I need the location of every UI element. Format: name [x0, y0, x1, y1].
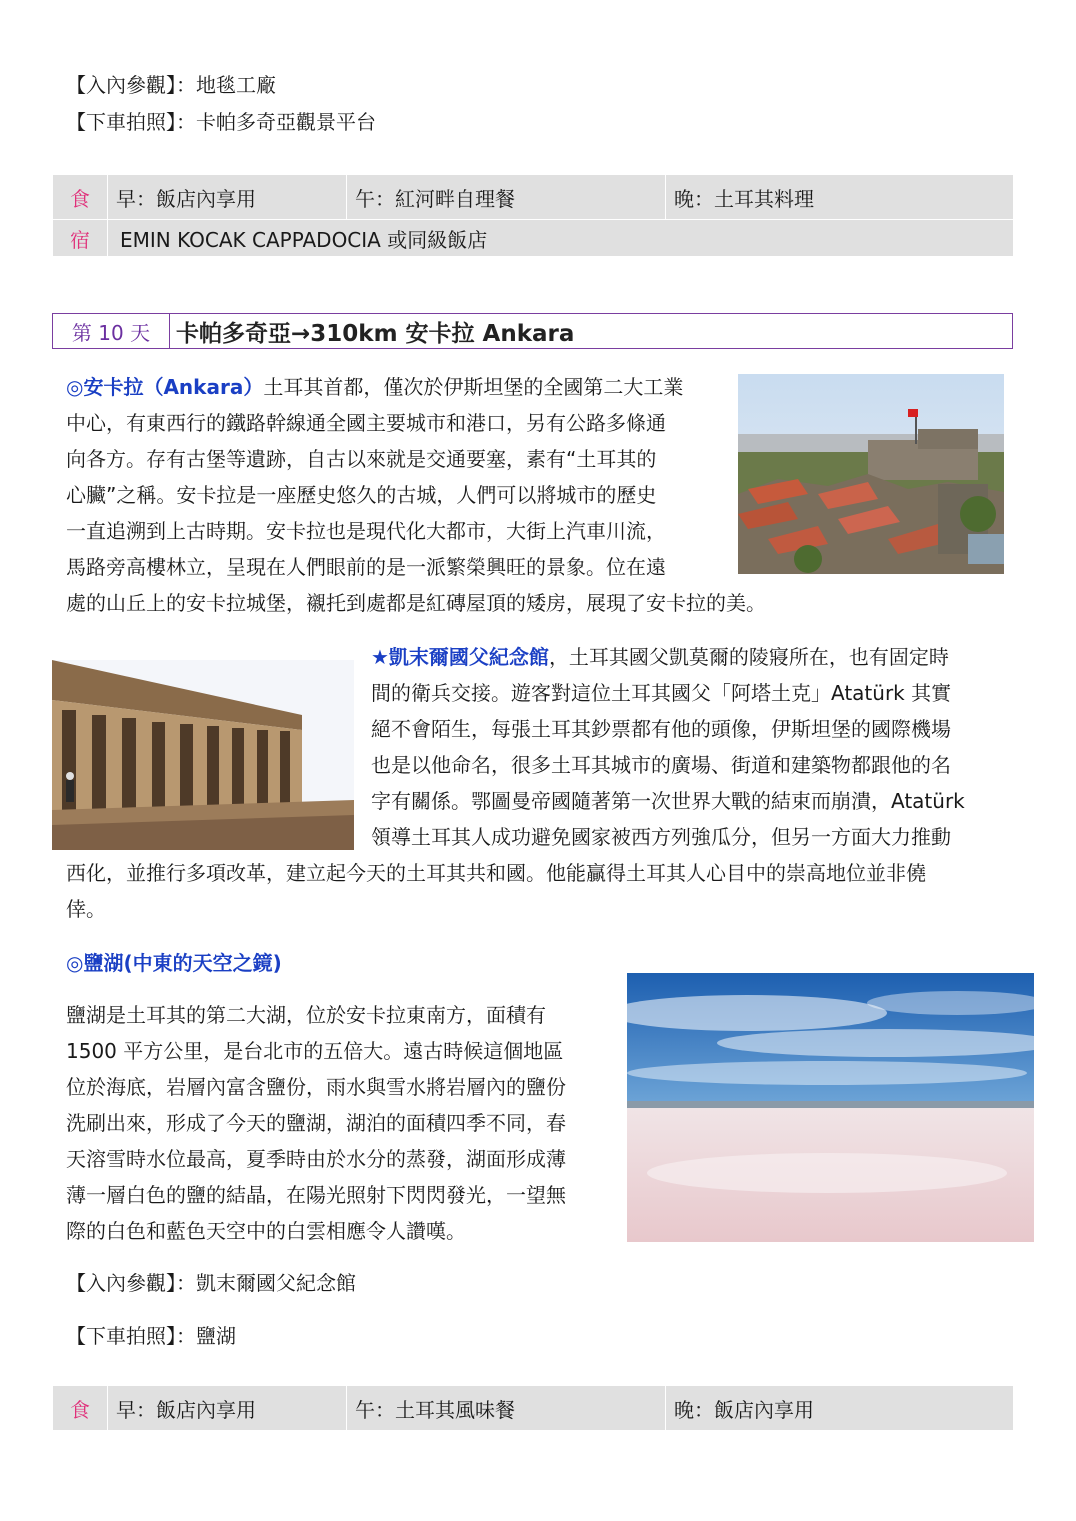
- saltlake-line-6: 際的白色和藍色天空中的白雲相應令人讚嘆。: [66, 1219, 466, 1243]
- meal-row: [53, 1386, 1014, 1431]
- mausoleum-section-cont: [66, 855, 926, 927]
- dinner-cell: 晚：飯店內享用: [666, 1386, 1014, 1431]
- ankara-title: ◎安卡拉（Ankara）: [66, 375, 264, 399]
- breakfast-cell: 早：飯店內享用: [108, 175, 347, 220]
- visit-info: 【入內參觀】：地毯工廠: [66, 73, 276, 97]
- photo-info-day10: 【下車拍照】：鹽湖: [66, 1324, 236, 1348]
- saltlake-line-0: 鹽湖是土耳其的第二大湖，位於安卡拉東南方，面積有: [66, 1003, 546, 1027]
- saltlake-title: ◎鹽湖(中東的天空之鏡): [66, 951, 282, 975]
- saltlake-line-3: 洗刷出來，形成了今天的鹽湖，湖泊的面積四季不同，春: [66, 1111, 566, 1135]
- mausoleum-title: ★凱末爾國父紀念館: [371, 645, 549, 669]
- day-route: 卡帕多奇亞→310km 安卡拉 Ankara: [176, 320, 575, 347]
- mausoleum-section: [371, 639, 965, 855]
- food-label: 食: [53, 1386, 108, 1431]
- mausoleum-photo: [52, 660, 354, 850]
- hotel-cell: EMIN KOCAK CAPPADOCIA 或同級飯店: [108, 220, 1014, 257]
- saltlake-line-4: 天溶雪時水位最高，夏季時由於水分的蒸發，湖面形成薄: [66, 1147, 566, 1171]
- dinner-cell: 晚：土耳其料理: [666, 175, 1014, 220]
- meal-row: [53, 175, 1014, 220]
- ankara-section: [66, 369, 766, 621]
- mausoleum-line-1: 間的衛兵交接。遊客對這位土耳其國父「阿塔土克」Atatürk 其實: [371, 681, 952, 705]
- ankara-line-5: 馬路旁高樓林立，呈現在人們眼前的是一派繁榮興旺的景象。位在遠: [66, 555, 666, 579]
- ankara-line-4: 一直追溯到上古時期。安卡拉也是現代化大都市，大街上汽車川流，: [66, 519, 666, 543]
- mausoleum-line-5: 領導土耳其人成功避免國家被西方列強瓜分，但另一方面大力推動: [371, 825, 951, 849]
- saltlake-line-2: 位於海底，岩層內富含鹽份，雨水與雪水將岩層內的鹽份: [66, 1075, 566, 1099]
- hotel-row: [53, 220, 1014, 257]
- saltlake-line-1: 1500 平方公里，是台北市的五倍大。遠古時候這個地區: [66, 1039, 564, 1063]
- mausoleum-line-0: ，土耳其國父凱莫爾的陵寢所在，也有固定時: [548, 645, 949, 669]
- saltlake-photo: [627, 973, 1034, 1242]
- photo-info: 【下車拍照】：卡帕多奇亞觀景平台: [66, 110, 376, 134]
- mausoleum-line-3: 也是以他命名，很多土耳其城市的廣場、街道和建築物都跟他的名: [371, 753, 951, 777]
- ankara-line-1: 中心，有東西行的鐵路幹線通全國主要城市和港口，另有公路多條通: [66, 411, 666, 435]
- food-label: 食: [53, 175, 108, 220]
- ankara-line-6: 處的山丘上的安卡拉城堡，襯托到處都是紅磚屋頂的矮房，展現了安卡拉的美。: [66, 591, 766, 615]
- mausoleum-line-4: 字有關係。鄂圖曼帝國隨著第一次世界大戰的結束而崩潰，Atatürk: [371, 789, 965, 813]
- ankara-line-2: 向各方。存有古堡等遺跡，自古以來就是交通要塞，素有“土耳其的: [66, 447, 657, 471]
- stay-label: 宿: [53, 220, 108, 257]
- meal-table-day10: [52, 1385, 1014, 1431]
- ankara-line-0: 土耳其首都，僅次於伊斯坦堡的全國第二大工業: [263, 375, 684, 399]
- mausoleum-line-6: 西化，並推行多項改革，建立起今天的土耳其共和國。他能贏得土耳其人心目中的崇高地位並非僥: [66, 861, 926, 885]
- saltlake-title-block: [66, 945, 282, 981]
- ankara-line-3: 心臟”之稱。安卡拉是一座歷史悠久的古城，人們可以將城市的歷史: [66, 483, 657, 507]
- day-label: 第 10 天: [53, 314, 170, 348]
- day-header: [52, 313, 1013, 349]
- visit-info-day10: 【入內參觀】：凱末爾國父紀念館: [66, 1271, 356, 1295]
- breakfast-cell: 早：飯店內享用: [108, 1386, 347, 1431]
- meal-table-day9: [52, 174, 1014, 257]
- saltlake-line-5: 薄一層白色的鹽的結晶，在陽光照射下閃閃發光，一望無: [66, 1183, 566, 1207]
- mausoleum-line-2: 絕不會陌生，每張土耳其鈔票都有他的頭像，伊斯坦堡的國際機場: [371, 717, 951, 741]
- mausoleum-line-7: 倖。: [66, 897, 106, 921]
- saltlake-section: [66, 997, 566, 1249]
- ankara-castle-photo: [738, 374, 1004, 574]
- lunch-cell: 午：土耳其風味餐: [347, 1386, 666, 1431]
- lunch-cell: 午：紅河畔自理餐: [347, 175, 666, 220]
